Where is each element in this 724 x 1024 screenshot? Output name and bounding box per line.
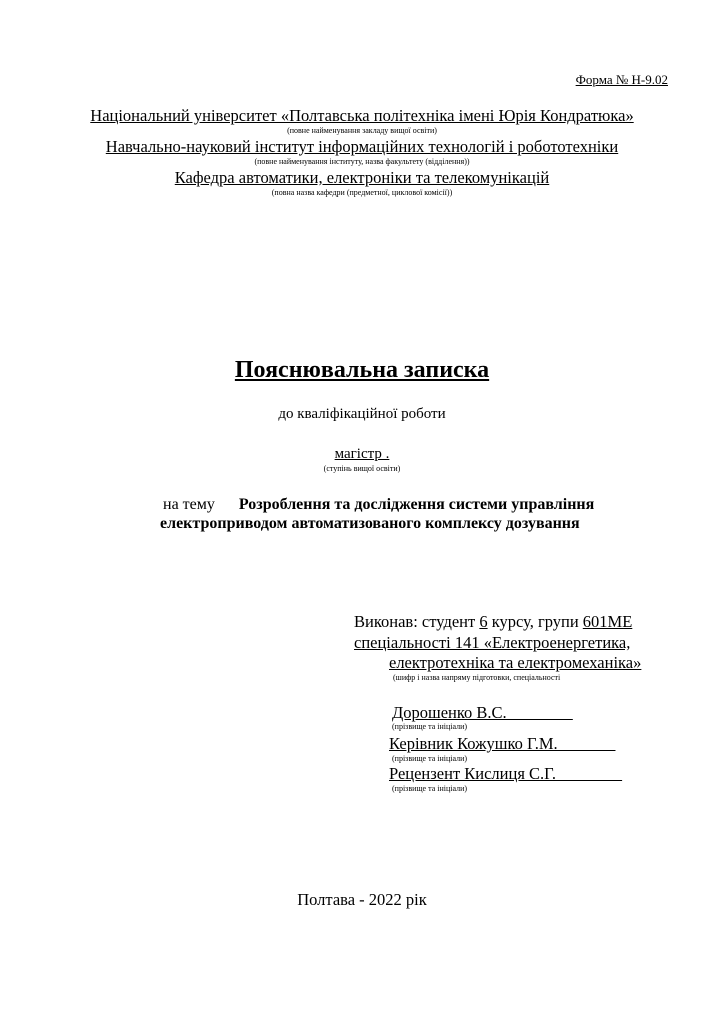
form-number: Форма № Н-9.02 — [575, 72, 668, 87]
degree: магістр . — [334, 446, 390, 462]
student-hint: (прізвище та ініціали) — [392, 722, 468, 731]
footer-city-year: Полтава - 2022 рік — [297, 890, 427, 909]
topic-line-2: електроприводом автоматизованого комплексу дозування — [160, 515, 580, 532]
document-title: Пояснювальна записка — [234, 357, 490, 383]
reviewer-hint: (прізвище та ініціали) — [392, 784, 468, 793]
university-name: Національний університет «Полтавська політехніка імені Юрія Кондратюка» — [90, 106, 634, 125]
student-name: Дорошенко В.С.________ — [392, 703, 573, 722]
topic-line-1: Розроблення та дослідження системи управління — [238, 496, 595, 513]
supervisor-name: Керівник Кожушко Г.М._______ — [389, 734, 616, 753]
supervisor-hint: (прізвище та ініціали) — [392, 754, 468, 763]
topic-block — [163, 496, 594, 514]
topic-prefix: на тему — [163, 496, 215, 513]
department-hint: (повна назва кафедри (предметної, циклової комісії)) — [271, 188, 453, 197]
specialty-line-1: спеціальності 141 «Електроенергетика, — [354, 633, 631, 652]
department-name: Кафедра автоматики, електроніки та телекомунікацій — [174, 168, 550, 187]
degree-hint: (ступінь вищої освіти) — [323, 464, 401, 473]
institute-name: Навчально-науковий інститут інформаційних технологій і робототехніки — [105, 137, 619, 156]
university-hint: (повне найменування закладу вищої освіти) — [287, 126, 437, 135]
document-subtitle: до кваліфікаційної роботи — [278, 406, 446, 422]
specialty-hint: (шифр і назва напряму підготовки, спеціальності — [393, 673, 561, 682]
reviewer-name: Рецензент Кислиця С.Г.________ — [389, 764, 622, 783]
institute-hint: (повне найменування інституту, назва факультету (відділення)) — [254, 157, 470, 166]
performer-line-1: Виконав: студент 6 курсу, групи 601МЕ — [354, 612, 633, 631]
specialty-line-2: електротехніка та електромеханіка» — [389, 653, 642, 672]
